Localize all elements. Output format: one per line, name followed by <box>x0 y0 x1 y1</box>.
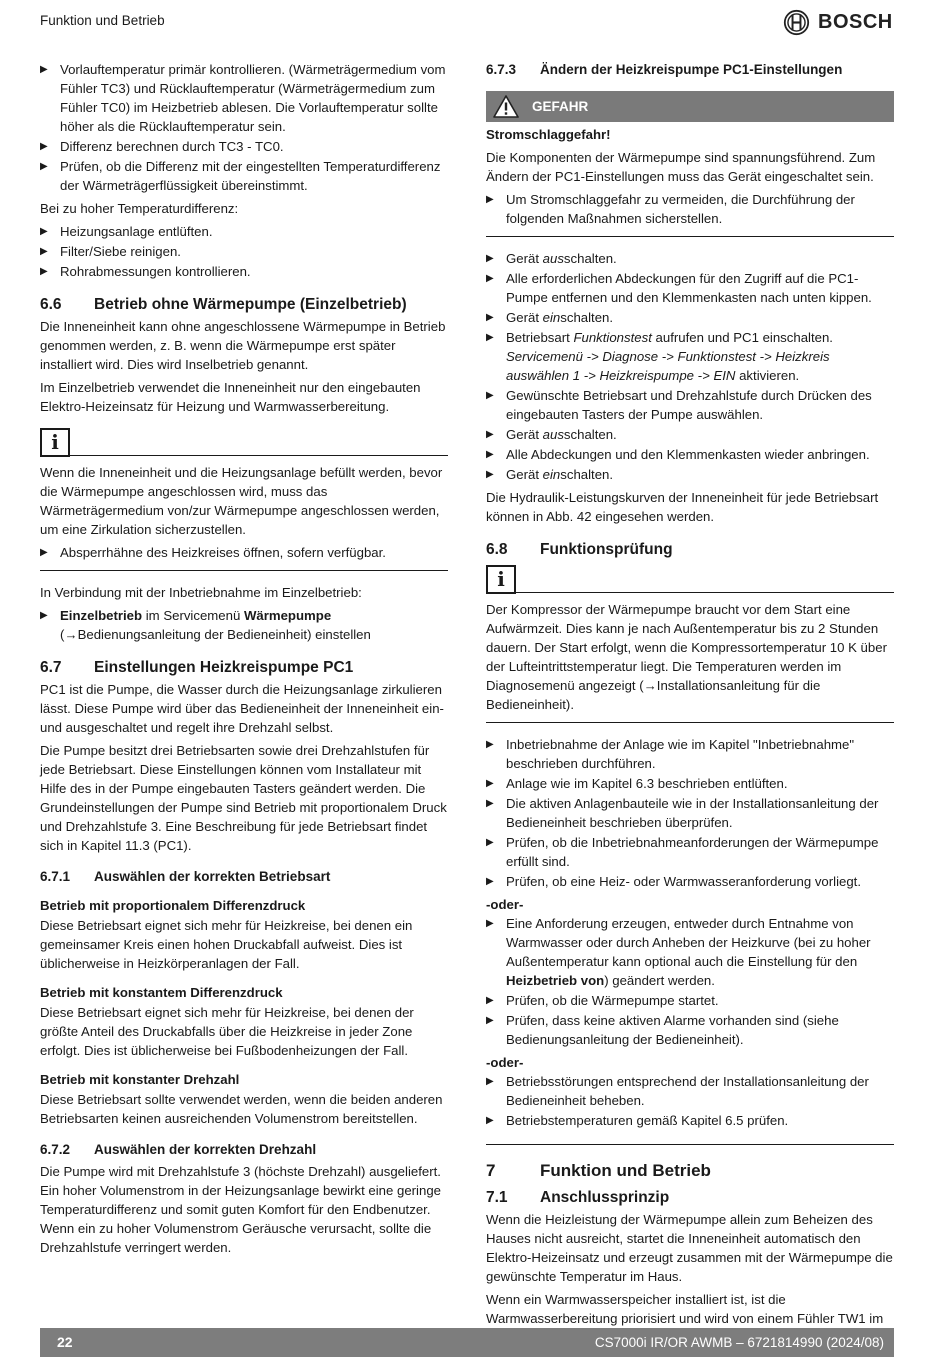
danger-list <box>486 190 894 228</box>
paragraph: Die Inneneinheit kann ohne angeschlossene Wärmepumpe in Betrieb genommen werden, z. B. wenn die Wärmepumpe erst später installiert wird. Dies wird Inselbetrieb genannt. <box>40 319 446 372</box>
check-list <box>486 914 894 1049</box>
list-item: ▶ Betriebstemperaturen gemäß Kapitel 6.5 prüfen. <box>486 1111 894 1130</box>
text-run: ) geändert werden. <box>604 973 715 988</box>
danger-subtitle: Stromschlaggefahr! <box>486 127 611 142</box>
italic-term: aus <box>542 251 564 266</box>
oder-separator: -oder- <box>486 897 524 912</box>
list-item <box>486 465 894 484</box>
list-item: ▶ Inbetriebnahme der Anlage wie im Kapitel "Inbetriebnahme" beschrieben durchführen. <box>486 735 894 773</box>
section-heading-6-7-1 <box>40 867 448 886</box>
list-item: ▶ Die aktiven Anlagenbauteile wie in der Installationsanleitung der Bedieneinheit beschrieben überprüfen. <box>486 794 894 832</box>
bold-term: Heizbetrieb von <box>506 973 605 988</box>
italic-term: Funktionstest <box>573 330 652 345</box>
list-item: ▶ Um Stromschlaggefahr zu vermeiden, die Durchführung der folgenden Maßnahmen sicherstellen. <box>486 190 894 228</box>
divider <box>486 722 894 723</box>
page-footer <box>40 1328 894 1357</box>
list-item: ▶ Absperrhähne des Heizkreises öffnen, sofern verfügbar. <box>40 543 448 562</box>
paragraph: In Verbindung mit der Inbetriebnahme im Einzelbetrieb: <box>40 585 362 600</box>
paragraph: Diese Betriebsart eignet sich mehr für Heizkreise, bei denen ein gemeinsamer Kreis einen hohen Druckabfall aufweist. Dies ist üblicherweise in Heizkörperanlagen der Fall. <box>40 918 413 971</box>
bosch-armature-icon <box>783 9 810 36</box>
list-item <box>486 308 894 327</box>
text-run: Eine Anforderung erzeugen, entweder durch Entnahme von Warmwasser oder durch Anheben der Heizkurve (bei zu hoher Außentemperatur kann optional auch die Einstellung für den <box>506 916 871 969</box>
section-number: 6.6 <box>40 296 62 313</box>
check-list <box>40 60 448 195</box>
paragraph: PC1 ist die Pumpe, die Wasser durch die Heizungsanlage zirkulieren lässt. Diese Pumpe wird über das Bedieneinheit der Inneneinheit ein- und ausgeschaltet und regelt ihre Drehzahl selbst. <box>40 682 444 735</box>
italic-term: aus <box>542 427 564 442</box>
text-run: Gerät <box>506 427 543 442</box>
text-run: im Servicemenü <box>142 608 244 623</box>
section-title: Einstellungen Heizkreispumpe PC1 <box>94 659 354 676</box>
list-item: ▶ Differenz berechnen durch TC3 - TC0. <box>40 137 448 156</box>
text-run: Gerät <box>506 251 543 266</box>
text-run: schalten. <box>560 467 614 482</box>
text-run: Gerät <box>506 467 543 482</box>
list-item <box>40 606 448 644</box>
section-number: 7.1 <box>486 1189 508 1206</box>
text-run: aktivieren. <box>735 368 800 383</box>
list-item: ▶ Gewünschte Betriebsart und Drehzahlstufe durch Drücken des eingebauten Tasters der Pumpe auswählen. <box>486 386 894 424</box>
section-heading-6-7-2 <box>40 1140 448 1159</box>
running-header: Funktion und Betrieb <box>40 13 165 28</box>
danger-banner <box>486 91 894 122</box>
section-heading-6-7 <box>40 658 448 677</box>
italic-term: ein <box>542 467 561 482</box>
section-number: 6.7.1 <box>40 869 71 884</box>
info-text: Der Kompressor der Wärmepumpe braucht vor dem Start eine Aufwärmzeit. Dies kann je nach Außentemperatur bis zu 2 Stunden dauern. Der Start erfolgt, wenn die Kompressortemperatur 10 K über der Lufteintrittstemperatur liegt. Die Temperaturen werden im Diagnosemenü angezeigt (→Installationsanleitung für die Bedieneinheit). <box>486 602 887 712</box>
list-item: ▶ Prüfen, dass keine aktiven Alarme vorhanden sind (siehe Bedienungsanleitung der Bedieneinheit). <box>486 1011 894 1049</box>
danger-label: GEFAHR <box>532 99 589 114</box>
list-item <box>486 249 894 268</box>
paragraph: Diese Betriebsart sollte verwendet werden, wenn die beiden anderen Betriebsarten keinen ausreichenden Volumenstrom bereitstellen. <box>40 1092 443 1126</box>
section-heading-6-7-3 <box>486 60 894 79</box>
paragraph: Die Pumpe wird mit Drehzahlstufe 3 (höchste Drehzahl) ausgeliefert. Ein hoher Volumenstrom in der Heizungsanlage bewirkt eine geringe Temperaturdifferenz und somit guten Komfort für den Endbenutzer. Wenn ein zu hoher Volumenstrom Geräusche verursacht, sollte die Drehzahlstufe verringert werden. <box>40 1164 441 1255</box>
divider <box>516 592 894 593</box>
divider <box>486 1144 894 1145</box>
section-number: 6.8 <box>486 541 508 558</box>
list-item <box>486 425 894 444</box>
list-item: ▶ Prüfen, ob die Inbetriebnahmeanforderungen der Wärmepumpe erfüllt sind. <box>486 833 894 871</box>
paragraph: Im Einzelbetrieb verwendet die Inneneinheit nur den eingebauten Elektro-Heizeinsatz für Heizung und Warmwasserbereitung. <box>40 380 421 414</box>
list-item: ▶ Rohrabmessungen kontrollieren. <box>40 262 448 281</box>
paragraph: Die Komponenten der Wärmepumpe sind spannungsführend. Zum Ändern der PC1-Einstellungen muss das Gerät eingeschaltet sein. <box>486 150 876 184</box>
text-run: aufrufen und PC1 einschalten. <box>651 330 833 345</box>
section-heading-7-1 <box>486 1188 894 1207</box>
list-item <box>486 328 894 385</box>
list-item: ▶ Vorlauftemperatur primär kontrollieren. (Wärmeträgermedium vom Fühler TC3) und Rücklauftemperatur (Wärmeträgermedium zum Fühler TC0) im Heizbetrieb ablesen. Die Vorlauftemperatur sollte höher als die Rücklauftemperatur sein. <box>40 60 448 136</box>
action-list <box>40 606 448 644</box>
info-text: Wenn die Inneneinheit und die Heizungsanlage befüllt werden, bevor die Wärmepumpe angeschlossen wird, muss das Wärmeträgermedium von/zur Wärmepumpe angeschlossen werden, um eine Zirkulation sicherzustellen. <box>40 465 443 537</box>
check-list <box>486 735 894 891</box>
section-number: 6.7 <box>40 659 62 676</box>
paragraph: Die Pumpe besitzt drei Betriebsarten sowie drei Drehzahlstufen für jede Betriebsart. Diese Einstellungen können vom Installateur mit Hilfe des in der Pumpe eingebauten Tasters geändert werden. Die Grundeinstellungen der Pumpe sind Betrieb mit proportionalem Druck und Drehzahlstufe 3. Eine Beschreibung für jede Betriebsart findet sich in Kapitel 11.3 (PC1). <box>40 743 447 853</box>
section-title: Auswählen der korrekten Drehzahl <box>94 1142 317 1157</box>
text-run: schalten. <box>563 427 617 442</box>
list-item: ▶ Alle erforderlichen Abdeckungen für den Zugriff auf die PC1-Pumpe entfernen und den Klemmenkasten nach unten kippen. <box>486 269 894 307</box>
text-run: schalten. <box>563 251 617 266</box>
section-number: 7 <box>486 1161 496 1180</box>
section-title: Ändern der Heizkreispumpe PC1-Einstellungen <box>540 62 843 77</box>
oder-separator: -oder- <box>486 1055 524 1070</box>
subheading: Betrieb mit konstantem Differenzdruck <box>40 985 283 1000</box>
chapter-heading-7 <box>486 1161 894 1180</box>
divider <box>40 570 448 571</box>
list-item: ▶ Prüfen, ob die Wärmepumpe startet. <box>486 991 894 1010</box>
bold-term: Einzelbetrieb <box>60 608 143 623</box>
text-run: Betriebsart <box>506 330 574 345</box>
logo-text: BOSCH <box>818 11 893 33</box>
action-list <box>40 222 448 281</box>
list-item: ▶ Prüfen, ob die Differenz mit der eingestellten Temperaturdifferenz der Wärmeträgerflüssigkeit übereinstimmt. <box>40 157 448 195</box>
divider <box>486 236 894 237</box>
paragraph: Wenn ein Warmwasserspeicher installiert ist, ist die Warmwasserbereitung priorisiert und wird von einem Fühler TW1 im <box>486 1292 884 1326</box>
bold-term: Wärmepumpe <box>243 608 332 623</box>
section-heading-6-6 <box>40 295 448 314</box>
page-number: 22 <box>57 1334 73 1350</box>
step-list <box>486 249 894 484</box>
left-column <box>40 60 448 1261</box>
paragraph: Die Hydraulik-Leistungskurven der Inneneinheit für jede Betriebsart können in Abb. 42 eingesehen werden. <box>486 490 879 524</box>
text-run: Gerät <box>506 310 543 325</box>
paragraph: Diese Betriebsart eignet sich mehr für Heizkreise, bei denen der größte Anteil des Druckabfalls über die Heizkreise in jeder Zone erfolgt. Dies ist üblicherweise bei Fußbodenheizungen der Fall. <box>40 1005 414 1058</box>
text-run: (→Bedienungsanleitung der Bedieneinheit) einstellen <box>60 627 371 642</box>
warning-triangle-icon <box>486 95 526 118</box>
italic-term: ein <box>542 310 561 325</box>
list-item: ▶ Prüfen, ob eine Heiz- oder Warmwasseranforderung vorliegt. <box>486 872 894 891</box>
divider <box>70 455 448 456</box>
subheading: Betrieb mit proportionalem Differenzdruck <box>40 898 306 913</box>
document-id: CS7000i IR/OR AWMB – 6721814990 (2024/08) <box>594 1335 884 1350</box>
section-number: 6.7.2 <box>40 1142 71 1157</box>
section-title: Funktionsprüfung <box>540 541 673 558</box>
list-item: ▶ Betriebsstörungen entsprechend der Installationsanleitung der Bedieneinheit beheben. <box>486 1072 894 1110</box>
info-icon: i <box>40 428 70 457</box>
paragraph: Wenn die Heizleistung der Wärmepumpe allein zum Beheizen des Hauses nicht ausreicht, startet die Inneneinheit automatisch den Elektro-Heizeinsatz und erzeugt zusammen mit der Wärmepumpe die gewünschte Temperatur im Haus. <box>486 1212 893 1284</box>
section-number: 6.7.3 <box>486 62 517 77</box>
info-list <box>40 543 448 562</box>
list-item: ▶ Alle Abdeckungen und den Klemmenkasten wieder anbringen. <box>486 445 894 464</box>
paragraph: Bei zu hoher Temperaturdifferenz: <box>40 201 239 216</box>
section-heading-6-8 <box>486 540 894 559</box>
info-icon: i <box>486 565 516 594</box>
section-title: Auswählen der korrekten Betriebsart <box>94 869 331 884</box>
list-item: ▶ Heizungsanlage entlüften. <box>40 222 448 241</box>
menu-path: Servicemenü -> Diagnose -> Funktionstest -> Heizkreis auswählen 1 -> Heizkreispumpe -> EIN <box>506 349 830 383</box>
info-note <box>40 428 448 457</box>
text-run: schalten. <box>560 310 614 325</box>
bosch-logo <box>783 9 893 36</box>
section-title: Anschlussprinzip <box>540 1189 670 1206</box>
info-note <box>486 565 894 594</box>
subheading: Betrieb mit konstanter Drehzahl <box>40 1072 240 1087</box>
section-title: Funktion und Betrieb <box>540 1161 711 1180</box>
check-list <box>486 1072 894 1130</box>
list-item: ▶ Filter/Siebe reinigen. <box>40 242 448 261</box>
list-item <box>486 914 894 990</box>
section-title: Betrieb ohne Wärmepumpe (Einzelbetrieb) <box>94 296 407 313</box>
right-column <box>486 60 894 1351</box>
list-item: ▶ Anlage wie im Kapitel 6.3 beschrieben entlüften. <box>486 774 894 793</box>
